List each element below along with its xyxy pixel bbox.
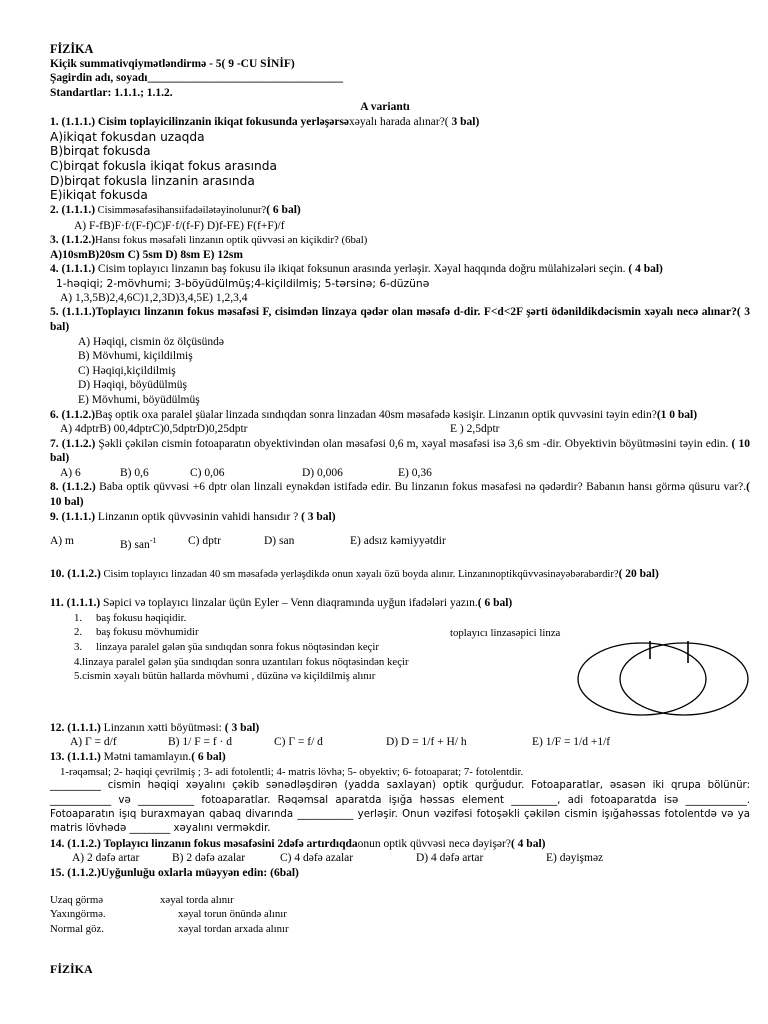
q15-left-3: Normal göz. — [50, 922, 104, 935]
question-13 — [50, 750, 750, 765]
q11-points: ( 6 bal) — [477, 597, 513, 610]
q6-points: (1 0 bal) — [656, 408, 698, 421]
q14-text: onun optik qüvvəsi necə dəyişər? — [357, 837, 511, 850]
question-12 — [50, 721, 750, 736]
q9-option-b-sup: -1 — [149, 536, 157, 546]
q6-text: Baş optik oxa paralel şüalar linzada sındıqdan sonra linzadan 40sm məsafədə kəsişir. Linzanın optik quvvəsini təyin edin? — [95, 408, 657, 421]
q7-num: 7. (1.1.2.) — [50, 437, 96, 450]
question-5 — [50, 305, 750, 334]
q13-paragraph: __________ cismin həqiqi xəyalını çəkib sənədləşdirən (yadda saxlayan) optik qurğudur. Fotoaparatlar, əsasən iki qrupa bölünür: ____________ və ___________ fotoaparatlar. Rəqəmsal aparatda işığa həssas element _________, adi fotoaparatda isə ____________. Fotoaparatın işıq buraxmayan qabaq divarında ___________ yerləşir. Onun vəzifəsi fotoşəkli çəkilən cismin işığahəssas fotolentdə və ya matris lövhədə ________ xəyalını verməkdir. — [50, 780, 750, 835]
q1-points: 3 bal) — [448, 115, 480, 128]
q9-text: Linzanın optik qüvvəsinin vahidi hansıdır ? — [95, 510, 299, 523]
q1-option-c: C)birqat fokusla ikiqat fokus arasında — [50, 158, 277, 173]
question-14 — [50, 837, 750, 852]
q11-item-3 — [74, 640, 474, 655]
q11-item-5-text: 5.cismin xəyalı bütün hallarda mövhumi , düzünə və kiçildilmiş alınır — [74, 670, 376, 683]
q2-text: Cisimməsafəsihansıifadəilətəyinolunur? — [95, 205, 267, 217]
q11-item-3-text: linzaya paralel gələn şüa sındıqdan sonra fokus nöqtəsindən keçir — [96, 641, 380, 654]
q11-item-1-num: 1. — [74, 611, 83, 624]
question-1 — [50, 115, 750, 130]
q10-points: ( 20 bal) — [618, 567, 659, 580]
q12-option-a: A) Γ = d/f — [70, 736, 117, 749]
q4-text: Cisim toplayıcı linzanın baş fokusu ilə ikiqat foksunun arasında yerləşir. Xəyal haqqında doğru mülahizələri seçin. — [95, 263, 626, 276]
q1-option-e: E)ikiqat fokusda — [50, 188, 148, 203]
q5-text: Toplayıcı linzanın fokus məsafəsi F, cisimdən linzaya qədər olan məsafə d-dir. F<d<2F şərti ödənildikdəcismin xəyalı necə alınar? — [95, 306, 737, 319]
q9-option-a: A) m — [50, 535, 74, 548]
q5-option-d: D) Həqiqi, böyüdülmüş — [78, 379, 187, 392]
q4-points: ( 4 bal) — [625, 263, 663, 276]
question-10 — [50, 567, 750, 583]
question-7 — [50, 437, 750, 466]
q5-option-b: B) Mövhumi, kiçildilmiş — [78, 350, 193, 363]
q7-option-e: E) 0,36 — [398, 466, 432, 479]
q15-pair-1 — [50, 893, 750, 908]
q8-points: ( 10 bal) — [50, 481, 750, 509]
worksheet-title: Kiçik summativqiymətləndirmə - 5( 9 -CU SİNİF) — [50, 57, 295, 70]
q11-item-5 — [74, 669, 474, 684]
question-11 — [50, 596, 750, 611]
q9-num: 9. (1.1.1.) — [50, 510, 96, 523]
question-6 — [50, 408, 750, 423]
q8-text: Baba optik qüvvəsi +6 dptr olan linzali eynəkdən istifadə edir. Bu linzanın fokus məsafəsi nə qədərdir? Babanın hansı görmə qüsuru var?. — [95, 481, 747, 494]
question-2 — [50, 203, 750, 219]
q6-options — [50, 422, 750, 437]
q15-left-1: Uzaq görmə — [50, 893, 104, 906]
q14-num: 14. (1.1.2.) — [50, 837, 101, 850]
q15-num: 15. (1.1.2.) — [50, 867, 101, 880]
q3-num: 3. (1.1.2.) — [50, 234, 96, 247]
q14-option-b: B) 2 dəfə azalar — [172, 852, 246, 865]
q5-points: ( 3 bal) — [50, 306, 750, 333]
q1-option-d: D)birqat fokusla linzanin arasında — [50, 173, 255, 188]
q11-text: Səpici və toplayıcı linzalar üçün Eyler – Venn diaqramında uyğun ifadələri yazın. — [100, 597, 478, 610]
venn-circle-converging-lens — [578, 643, 706, 715]
q2-options: A) F-fB)F·f/(F-f)C)F·f/(f-F) D)f-FE) F(f+F)/f — [74, 219, 285, 232]
q10-text: Cisim toplayıcı linzadan 40 sm məsafədə yerləşdikdə onun xəyalı özü boyda alınır. Linzanınoptikqüvvəsinəyəbərabərdir? — [100, 568, 619, 580]
question-8 — [50, 480, 750, 509]
q1-option-b: B)birqat fokusda — [50, 144, 151, 159]
q12-option-b: B) 1/ F = f · d — [168, 736, 232, 749]
q10-num: 10. (1.1.2.) — [50, 567, 101, 580]
q12-option-d: D) D = 1/f + H/ h — [386, 736, 467, 749]
q2-points: ( 6 bal) — [266, 204, 301, 217]
q14-points: ( 4 bal) — [510, 837, 546, 850]
q7-option-a: A) 6 — [60, 466, 81, 479]
venn-diagram — [574, 639, 754, 719]
q4-list: 1-həqiqi; 2-mövhumi; 3-böyüdülmüş;4-kiçildilmiş; 5-tərsinə; 6-düzünə — [56, 277, 430, 291]
q9-option-b-text: B) san — [120, 539, 150, 552]
q13-points: ( 6 bal) — [191, 751, 226, 764]
q7-option-b: B) 0,6 — [120, 466, 149, 479]
q14-options — [50, 851, 750, 866]
q4-options: A) 1,3,5B)2,4,6C)1,2,3D)3,4,5E) 1,2,3,4 — [60, 291, 248, 304]
q2-num: 2. (1.1.1.) — [50, 204, 96, 217]
q11-body — [50, 611, 750, 721]
q7-options — [50, 466, 750, 481]
q6-option-e: E ) 2,5dptr — [450, 423, 500, 436]
q7-text: Şəkli çəkilən cismin fotoaparatın obyektivindən olan məsafəsi 0,6 m, xəyal məsafəsi isə 3,6 sm -dir. Obyektivin böyütməsini təyin edin. — [95, 437, 729, 450]
q12-points: ( 3 bal) — [224, 721, 260, 734]
q15-pair-3 — [50, 922, 750, 937]
q11-item-2-num: 2. — [74, 626, 83, 639]
q14-option-a: A) 2 dəfə artar — [72, 852, 140, 865]
q14-text-bold: Toplayıcı linzanın fokus məsafəsini 2dəfə artırdıqda — [100, 837, 358, 850]
q6-num: 6. (1.1.2.) — [50, 408, 96, 421]
q12-num: 12. (1.1.1.) — [50, 721, 101, 734]
q9-option-e: E) adsız kəmiyyətdir — [350, 535, 446, 548]
q5-num: 5. (1.1.1.) — [50, 306, 96, 319]
q12-option-e: E) 1/F = 1/d +1/f — [532, 736, 611, 749]
standards-line: Standartlar: 1.1.1.; 1.1.2. — [50, 86, 173, 99]
question-15 — [50, 866, 750, 881]
q5-option-e: E) Mövhumi, böyüdülmüş — [78, 393, 200, 406]
q5-option-a: A) Həqiqi, cismin öz ölçüsündə — [78, 335, 224, 348]
q14-option-d: D) 4 dəfə artar — [416, 852, 484, 865]
q14-option-c: C) 4 dəfə azalar — [280, 852, 354, 865]
q15-pair-2 — [50, 907, 750, 922]
q12-options — [50, 735, 750, 750]
q11-item-2 — [74, 625, 474, 640]
q9-option-d: D) san — [264, 535, 295, 548]
q11-item-3-num: 3. — [74, 641, 83, 654]
q6-options-a-d: A) 4dptrB) 00,4dptrC)0,5dptrD)0,25dptr — [60, 423, 248, 436]
q1-text: xəyalı harada alınar?( — [349, 115, 449, 128]
venn-circle-diverging-lens — [620, 643, 748, 715]
q11-item-1-text: baş fokusu həqiqidir. — [96, 611, 187, 624]
question-3 — [50, 233, 750, 248]
q9-option-c: C) dptr — [188, 535, 221, 548]
q15-right-2: xəyal torun önündə alınır — [178, 908, 287, 921]
q1-text-bold: Cisim toplayicilinzanin ikiqat fokusunda yerləşərsə — [95, 115, 350, 128]
q3-text: Hansı fokus məsafəli linzanın optik qüvvəsi ən kiçikdir? (6bal) — [95, 234, 368, 247]
q15-left-2: Yaxıngörmə. — [50, 908, 106, 921]
q11-item-4-text: 4.linzaya paralel gələn şüa sındıqdan sonra uzantıları fokus nöqtəsindən keçir — [74, 655, 409, 668]
q11-item-2-text: baş fokusu mövhumidir — [96, 626, 199, 639]
variant-label: A variantı — [360, 101, 410, 114]
venn-diagram-label: toplayıcı linzasəpici linza — [450, 626, 561, 639]
q13-list: 1-rəqəmsal; 2- həqiqi çevrilmiş ; 3- adi fotolentli; 4- matris lövhə; 5- obyektiv; 6- fotoaparat; 7- fotolentdir. — [60, 765, 524, 778]
q9-points: ( 3 bal) — [298, 510, 336, 523]
q7-option-c: C) 0,06 — [190, 466, 225, 479]
q11-num: 11. (1.1.1.) — [50, 597, 101, 610]
q13-num: 13. (1.1.1.) — [50, 751, 101, 764]
q8-num: 8. (1.1.2.) — [50, 481, 96, 494]
worksheet — [50, 42, 750, 936]
q7-option-d: D) 0,006 — [302, 466, 343, 479]
q11-item-1 — [74, 611, 474, 626]
q9-options — [50, 534, 750, 552]
q11-item-4 — [74, 655, 474, 670]
q7-points: ( 10 bal) — [50, 437, 750, 465]
q12-option-c: C) Γ = f/ d — [274, 736, 323, 749]
q14-option-e: E) dəyişməz — [546, 852, 604, 865]
q3-options: A)10smB)20sm C) 5sm D) 8sm E) 12sm — [50, 248, 243, 261]
footer-subject-title: FİZİKA — [50, 962, 93, 976]
question-9 — [50, 510, 750, 525]
q12-text: Linzanın xətti böyütməsi: — [100, 721, 225, 734]
q9-option-b — [120, 534, 188, 552]
q15-matching — [50, 893, 750, 937]
q1-option-a: A)ikiqat fokusdan uzaqda — [50, 129, 205, 144]
subject-title: FİZİKA — [50, 42, 94, 56]
q4-num: 4. (1.1.1.) — [50, 263, 96, 276]
q15-right-3: xəyal tordan arxada alınır — [178, 922, 289, 935]
student-name-line: Şagirdin adı, soyadı__________________________________ — [50, 72, 343, 85]
q11-items — [74, 611, 474, 684]
q13-text: Mətni tamamlayın. — [100, 751, 192, 764]
q5-option-c: C) Həqiqi,kiçildilmiş — [78, 364, 176, 377]
q15-right-1: xəyal torda alınır — [160, 893, 234, 906]
q15-text: Uyğunluğu oxlarla müəyyən edin: (6bal) — [100, 867, 299, 880]
question-4 — [50, 262, 750, 277]
q1-num: 1. (1.1.1.) — [50, 115, 96, 128]
